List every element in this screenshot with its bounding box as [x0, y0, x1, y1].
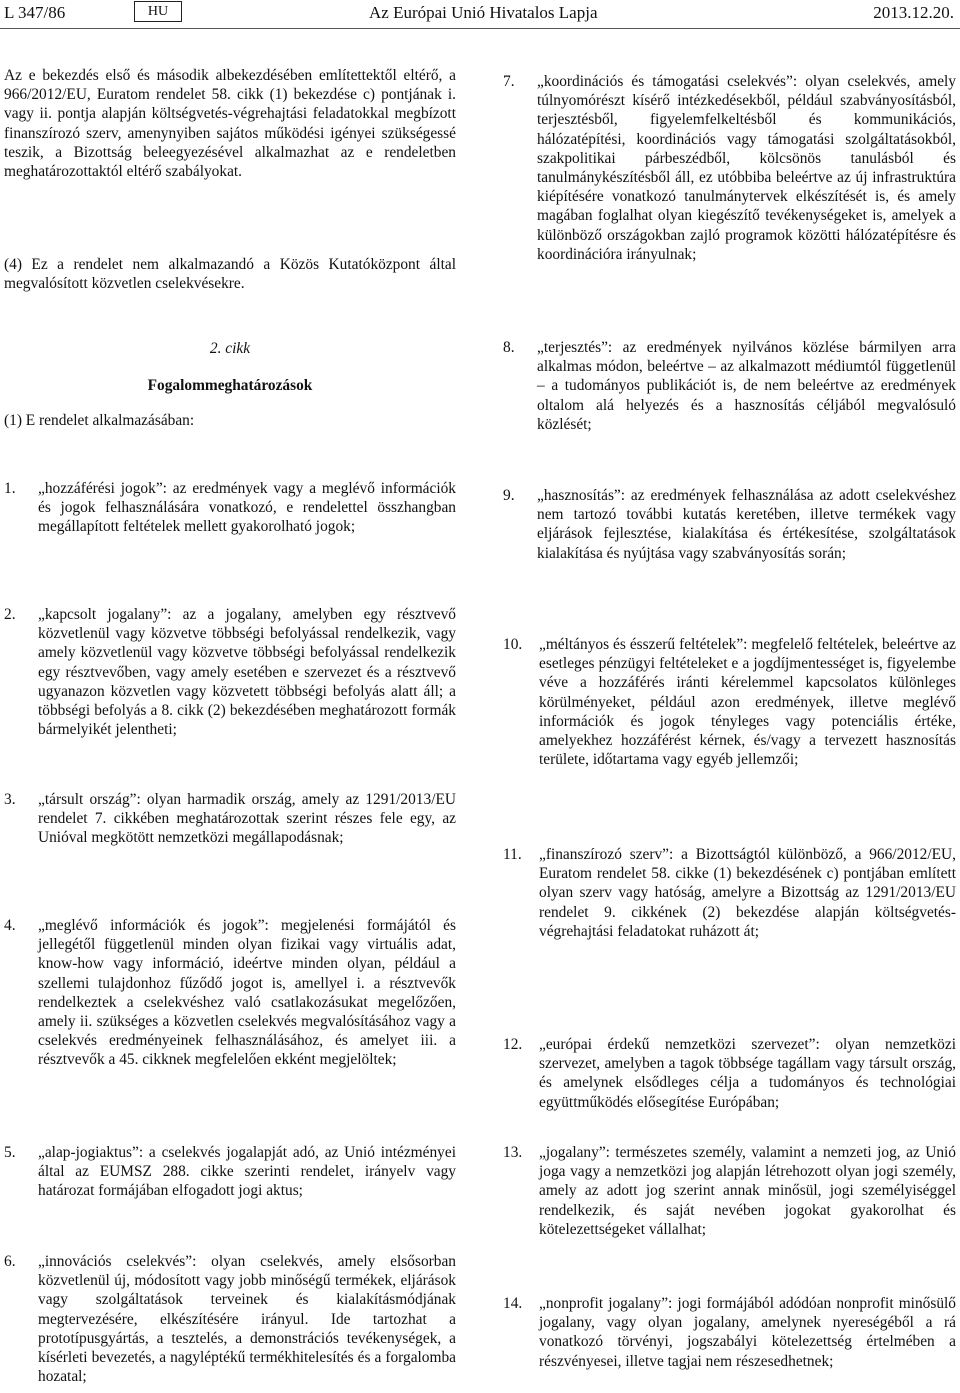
language-box: HU	[134, 1, 182, 22]
page-reference: L 347/86	[4, 3, 66, 22]
page-header	[0, 0, 960, 30]
paragraph-4: (4) Ez a rendelet nem alkalmazandó a Közös Kutatóközpont által megvalósított közvetlen cselekvésekre.	[4, 256, 456, 293]
article-intro: (1) E rendelet alkalmazásában:	[4, 412, 195, 429]
definition-2: 2. „kapcsolt jogalany”: az a jogalany, amelyben egy résztvevő közvetlenül vagy közvetve többségi befolyással rendelkezik, vagy amely közvetlenül vagy közvetve többségi befolyással rendelkezik egy résztvevőben, vagy amely esetében e szervezet és a résztvevő ugyanazon közvetlen vagy közvetett többségi befolyás alatt áll; a többségi befolyás a 8. cikk (2) bekezdésében meghatározott formák bármelyikét jelentheti;	[4, 606, 456, 739]
definition-10: 10. „méltányos és ésszerű feltételek”: megfelelő feltételek, beleértve az esetleges pénzügyi feltételeket e a jogdíjmentességet is, figyelembe véve a hozzáférés iránti kérelemmel kapcsolatos különleges körülményeket, például azon eredmények, illetve meglévő információk és jogok tényleges vagy potenciális értéke, amelyekhez hozzáférést kérnek, és/vagy a tervezett hasznosítás területe, időtartama vagy egyéb jellemzői;	[503, 636, 956, 769]
definition-14: 14. „nonprofit jogalany”: jogi formájából adódóan nonprofit minősülő jogalany, vagy olyan jogalany, amelynek nyereségéből a rá vonatkozó törvényi, jogszabályi kötelezettség értelmében a részvényesei, illetve tagjai nem részesedhetnek;	[503, 1295, 956, 1370]
article-title: Fogalommeghatározások	[147, 377, 313, 394]
definition-7: 7. „koordinációs és támogatási cselekvés”: olyan cselekvés, amely túlnyomórészt kísérő intézkedésekből, például szabványosításból, terjesztésből, figyelemfelkeltésből és kommunikációs, hálózatépítési, koordinációs vagy támogatási szolgáltatásokból, szakpolitikai párbeszédből, kölcsönös tanulásból és tanulmánykészítésből áll, ez utóbbiba beleértve az új infrastruktúra kiépítésére vonatkozó tanulmánytervek elkészítését is, és amely magában foglalhat olyan kiegészítő tevékenységeket is, amelyek a különböző országokban zajló programok közötti hálózatépítésre és koordinációra irányulnak;	[503, 73, 956, 263]
definition-3: 3. „társult ország”: olyan harmadik ország, amely az 1291/2013/EU rendelet 7. cikkében meghatározottak szerint részes fele egy, az Unióval megkötött nemzetközi megállapodásnak;	[4, 791, 456, 847]
definition-13: 13. „jogalany”: természetes személy, valamint a nemzeti jog, az Unió joga vagy a nemzetközi jog alapján létrehozott olyan jogi személy, amely az adott jog szerint annak minősül, jogi személyiséggel rendelkezik, és saját nevében jogokat gyakorolhat és kötelezettségeket vállalhat;	[503, 1144, 956, 1238]
definition-1: 1. „hozzáférési jogok”: az eredmények vagy a meglévő információk és jogok felhasználására vonatkozó, e rendelettel összhangban megállapított feltételek mellett gyakorolható jogok;	[4, 480, 456, 536]
article-number: 2. cikk	[209, 340, 251, 357]
definition-9: 9. „hasznosítás”: az eredmények felhasználása az adott cselekvéshez nem tartozó további kutatás keretében, illetve termékek vagy eljárások fejlesztése, kialakítása és értékesítése, szolgáltatások kialakítása és nyújtása vagy szabványosítás során;	[503, 487, 956, 562]
publication-date: 2013.12.20.	[873, 3, 954, 22]
definition-6: 6. „innovációs cselekvés”: olyan cselekvés, amely elsősorban közvetlenül új, módosított vagy jobb minőségű termékek, eljárások vagy szolgáltatások terveinek és kialakításmódjának megtervezésére, elkészítésére irányul. Ide tartozhat a prototípusgyártás, a tesztelés, a demonstrációs tevékenységek, a kísérleti bevezetés, a nagyléptékű termékhitelesítés és a forgalomba hozatal;	[4, 1253, 456, 1386]
definition-5: 5. „alap-jogiaktus”: a cselekvés jogalapját adó, az Unió intézményei által az EUMSZ 288. cikke szerinti rendelet, irányelv vagy határozat formájában elfogadott jogi aktus;	[4, 1144, 456, 1200]
header-rule	[0, 28, 960, 29]
definition-4: 4. „meglévő információk és jogok”: megjelenési formájától és jellegétől függetlenül minden olyan fizikai vagy virtuális adat, know-how vagy információ, ideértve minden olyan, például a szellemi tulajdonhoz fűződő jogot is, amellyel i. a résztvevők rendelkeztek a cselekvéshez való csatlakozásukat megelőzően, amely ii. szükséges a közvetlen cselekvés megvalósításához vagy a cselekvés eredményeinek felhasználásához, és amelyet iii. a résztvevők a 45. cikknek megfelelően ekként megjelöltek;	[4, 917, 456, 1069]
paragraph-derogation: Az e bekezdés első és második albekezdésében említettektől eltérő, a 966/2012/EU, Euratom rendelet 58. cikk (1) bekezdése c) pontjának i. vagy ii. pontja alapján költségvetés-végrehajtási feladatokkal megbízott finanszírozó szerv, amenynyiben sajátos működési igényei szükségessé teszik, a Bizottság beleegyezésével alkalmazhat az e rendeletben meghatározottaktól eltérő szabályokat.	[4, 67, 456, 181]
definition-8: 8. „terjesztés”: az eredmények nyilvános közlése bármilyen arra alkalmas módon, beleértve – az alkalmazott médiumtól függetlenül – a tudományos publikációt is, de nem beleértve az eredmények oltalom alá helyezés és a hasznosítás céljából megvalósuló közlését;	[503, 339, 956, 433]
definition-11: 11. „finanszírozó szerv”: a Bizottságtól különböző, a 966/2012/EU, Euratom rendelet 58. cikke (1) bekezdésének c) pontjában említett olyan szerv vagy hatóság, amelyre a Bizottság az 1291/2013/EU rendelet 9. cikkének (2) bekezdése alapján költségvetés-végrehajtási feladatokat ruházott át;	[503, 846, 956, 940]
journal-title: Az Európai Unió Hivatalos Lapja	[369, 3, 598, 22]
definition-12: 12. „európai érdekű nemzetközi szervezet”: olyan nemzetközi szervezet, amelyben a tagok többsége tagállam vagy társult ország, és amelynek elsődleges célja a tudományos és technológiai együttműködés elősegítése Európában;	[503, 1036, 956, 1111]
